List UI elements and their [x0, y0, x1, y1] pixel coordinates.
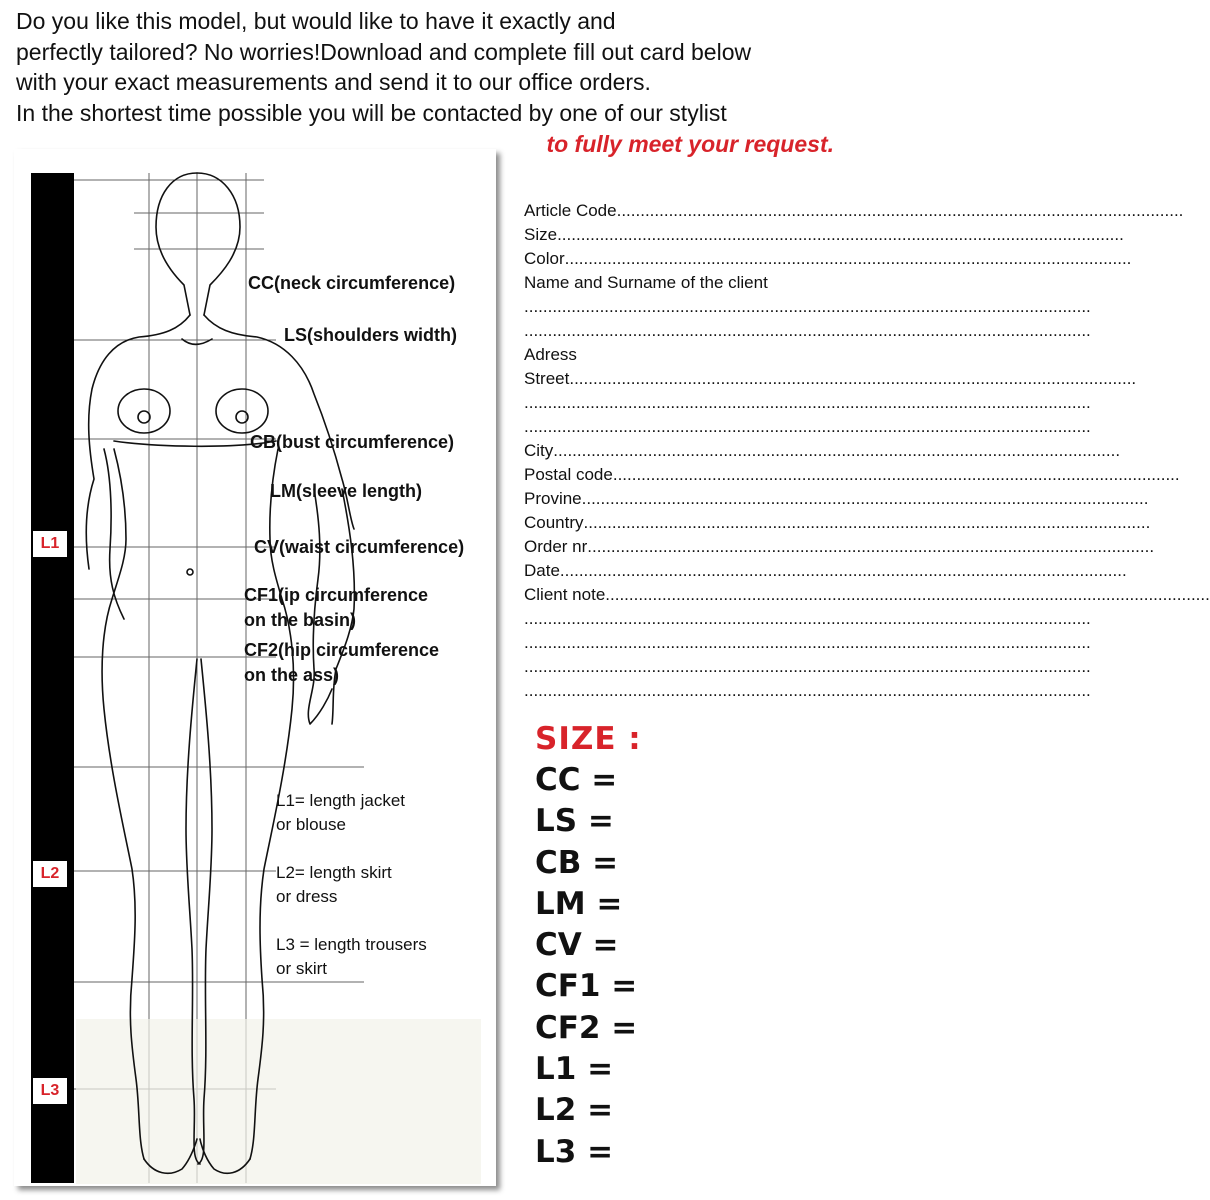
form-row[interactable]: [524, 559, 1127, 583]
size-cc: CC =: [535, 762, 618, 798]
field-label: Adress: [524, 345, 577, 364]
size-lm: LM =: [535, 885, 623, 922]
fill-dots: ........................................................................................................................: [524, 681, 1091, 700]
label-cf2-line1: CF2(hip circumference: [244, 640, 440, 660]
fill-dots: ........................................................................................................................: [524, 657, 1091, 676]
form-row[interactable]: [524, 631, 1091, 655]
label-cc: CC(neck circumference): [248, 273, 456, 293]
label-cv: CV(waist circumference): [254, 537, 465, 557]
size-cb: CB =: [535, 844, 619, 881]
size-title: SIZE :: [535, 721, 642, 757]
fill-dots: ........................................................................................................................: [524, 417, 1091, 436]
form-row[interactable]: [524, 679, 1091, 703]
fill-dots: ........................................................................................................................: [524, 297, 1091, 316]
label-ls: LS(shoulders width): [284, 325, 457, 345]
form-row[interactable]: [524, 439, 1121, 463]
form-row[interactable]: [524, 295, 1091, 319]
field-label: Order nr: [524, 537, 588, 556]
field-label: Client note........: [524, 585, 644, 604]
fill-dots: ........................................................................................................................: [524, 609, 1091, 628]
form-row[interactable]: [524, 367, 1137, 391]
bar-mark-l2: L2: [32, 860, 68, 888]
intro-line-4: In the shortest time possible you will be contacted by one of our stylist: [16, 99, 727, 126]
size-cf1: CF1 =: [535, 968, 638, 1005]
fill-dots: ........................................................................................................................: [559, 561, 1127, 580]
intro-line-1: Do you like this model, but would like to have it exactly and: [16, 8, 616, 34]
field-label: Date: [524, 561, 560, 580]
field-label: Postal code: [524, 465, 613, 484]
label-lm: LM(sleeve length): [270, 481, 423, 501]
legend-l3: L3 = length trousers: [276, 935, 427, 954]
field-label: Article Code: [524, 201, 617, 220]
form-row[interactable]: [524, 583, 1210, 607]
fill-dots: ........................................................................................................................: [569, 369, 1137, 388]
form-row[interactable]: [524, 535, 1155, 559]
size-cv: CV =: [535, 927, 619, 964]
field-label: Provine: [524, 489, 582, 508]
form-row: [524, 271, 834, 295]
fill-dots: ........................................................................................................................: [587, 537, 1155, 556]
size-cf2: CF2 =: [535, 1009, 638, 1046]
form-row[interactable]: [524, 247, 1132, 271]
field-label: City: [524, 441, 554, 460]
tagline: to fully meet your request.: [546, 131, 834, 157]
form-row[interactable]: [524, 511, 1151, 535]
fill-dots: ........................................................................................................................: [581, 489, 1149, 508]
form-row[interactable]: [524, 415, 1091, 439]
size-l3: L3 =: [535, 1133, 614, 1170]
form-row[interactable]: [524, 199, 1184, 223]
fill-dots: ........................................................................................................................: [553, 441, 1121, 460]
intro-text: [16, 6, 846, 128]
fill-dots: ........................................................................................................................: [524, 393, 1091, 412]
label-cf1-line1: CF1(ip circumference: [244, 585, 429, 605]
legend-l1: L1= length jacket: [276, 791, 406, 810]
form-row[interactable]: [524, 391, 1091, 415]
fill-dots: ........................................................................................................................: [583, 513, 1151, 532]
bar-mark-l1: L1: [32, 530, 68, 558]
fill-dots: ........................................................................................................................: [524, 633, 1091, 652]
length-legend: [276, 789, 427, 981]
bar-mark-l3: L3: [32, 1077, 68, 1105]
fill-dots: ........................................................................................................................: [557, 225, 1124, 244]
field-label: Color: [524, 249, 565, 268]
measurement-card: [14, 149, 496, 1186]
fill-dots: ........................................................................................................................: [643, 585, 1210, 604]
size-l1: L1 =: [535, 1051, 614, 1088]
legend-l2-cont: or dress: [276, 887, 338, 906]
label-cf2-line2: on the ass): [244, 665, 340, 685]
fill-dots: ........................................................................................................................: [524, 321, 1091, 340]
fill-dots: ........................................................................................................................: [616, 201, 1184, 220]
fill-dots: ........................................................................................................................: [612, 465, 1180, 484]
field-label: Size: [524, 225, 558, 244]
legend-l2: L2= length skirt: [276, 863, 392, 882]
form-row[interactable]: [524, 607, 1091, 631]
form-row[interactable]: [524, 655, 1091, 679]
legend-l1-cont: or blouse: [276, 815, 346, 834]
field-label: Country: [524, 513, 584, 532]
intro-line-2: perfectly tailored? No worries!Download and complete fill out card below: [16, 38, 752, 65]
form-row[interactable]: [524, 463, 1180, 487]
legend-l3-cont: or skirt: [276, 959, 327, 978]
form-row: [524, 343, 834, 367]
label-cb: CB(bust circumference): [250, 432, 455, 452]
field-label: Name and Surname of the client: [524, 273, 768, 292]
form-row[interactable]: [524, 319, 1091, 343]
form-row[interactable]: [524, 223, 1124, 247]
size-block: [535, 718, 642, 1173]
fill-dots: ........................................................................................................................: [564, 249, 1132, 268]
order-form: [524, 199, 1210, 703]
size-ls: LS =: [535, 803, 614, 840]
form-row[interactable]: [524, 487, 1149, 511]
intro-line-3: with your exact measurements and send it to our office orders.: [16, 69, 651, 95]
size-l2: L2 =: [535, 1092, 614, 1129]
label-cf1-line2: on the basin): [244, 610, 356, 630]
field-label: Street: [524, 369, 570, 388]
